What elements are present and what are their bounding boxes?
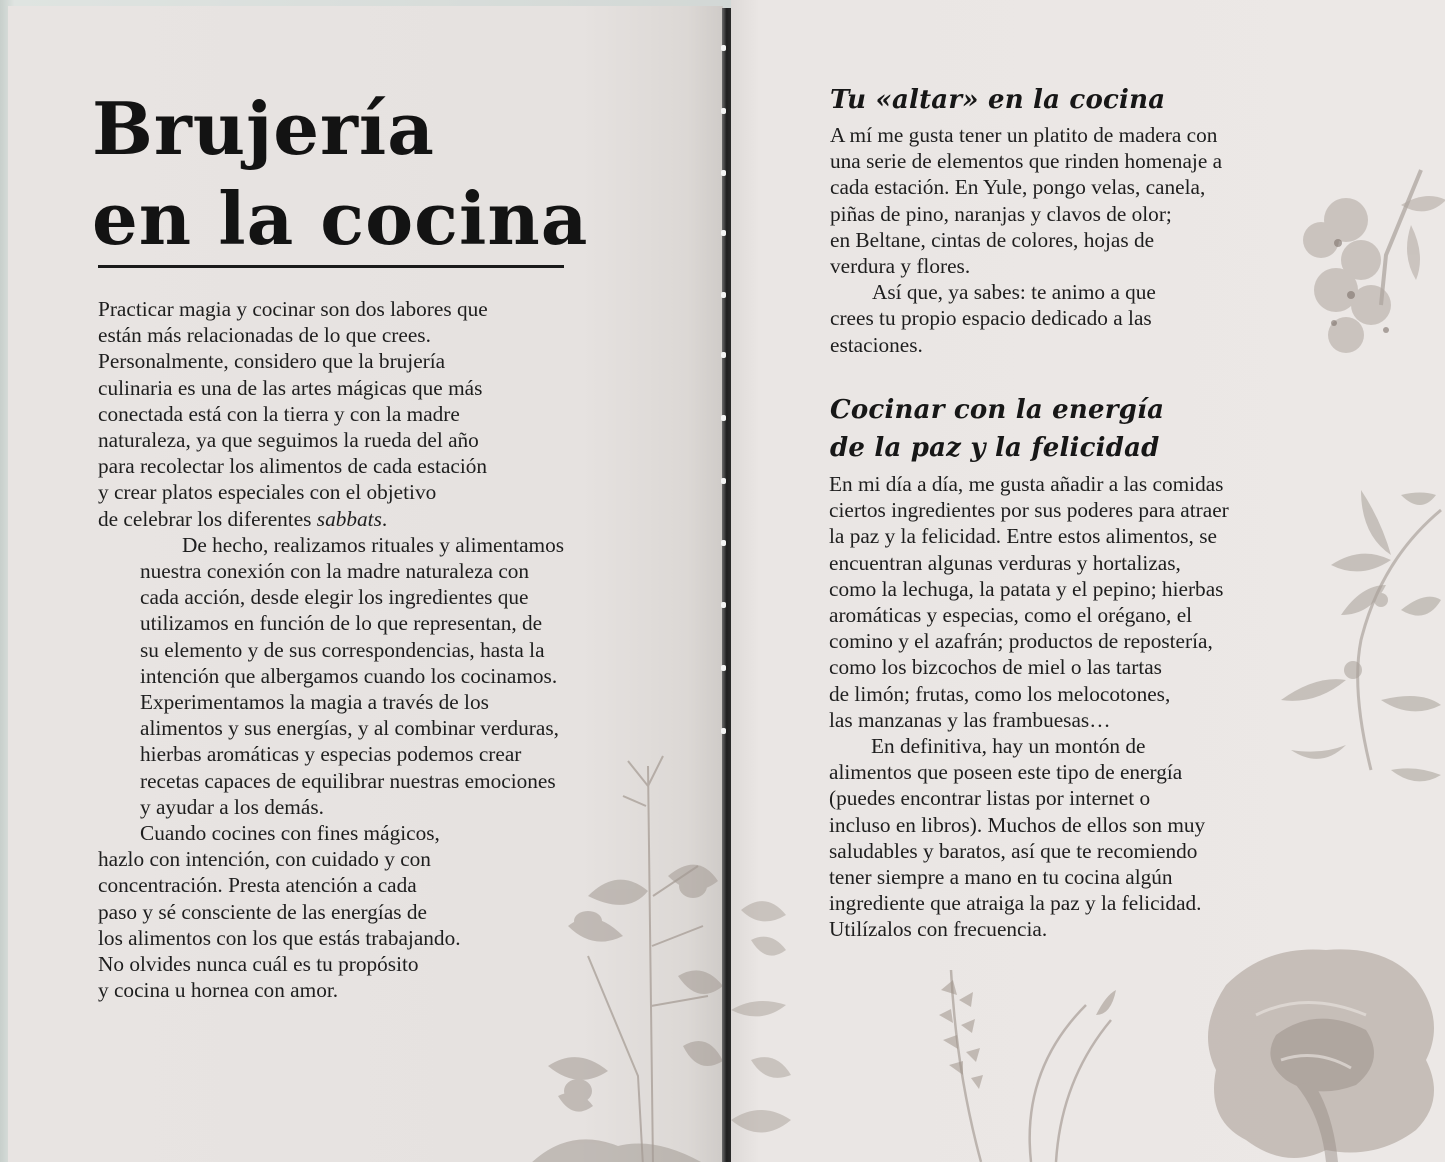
text-line: naturaleza, ya que seguimos la rueda del año: [98, 428, 479, 453]
text-line: En mi día a día, me gusta añadir a las comidas: [829, 472, 1224, 496]
text-line: Practicar magia y cocinar son dos labores que: [98, 297, 488, 321]
text-line: saludables y baratos, así que te recomiendo: [829, 838, 1198, 863]
text-line: aromáticas y especias, como el orégano, el: [829, 603, 1193, 628]
wheat-illustration: [911, 960, 1141, 1162]
text-line: como los bizcochos de miel o las tartas: [829, 655, 1162, 680]
chapter-title: [92, 84, 589, 264]
binding-stitch: [721, 45, 726, 51]
paragraph: [98, 296, 598, 532]
text-line: [98, 506, 598, 532]
text-line: como la lechuga, la patata y el pepino; hierbas: [829, 576, 1224, 601]
heading-line: de la paz y la felicidad: [830, 433, 1160, 463]
binding-stitch: [721, 728, 726, 734]
section-heading-energy: [830, 391, 1164, 467]
chapter-title-line1: Brujería: [92, 86, 435, 171]
binding-stitch: [721, 230, 726, 236]
text-line: culinaria es una de las artes mágicas que más: [98, 375, 483, 400]
text-line: Utilízalos con frecuencia.: [829, 917, 1048, 942]
text-line: estaciones.: [830, 332, 923, 357]
binding-stitch: [721, 478, 726, 484]
text-line: encuentran algunas verduras y hortalizas,: [829, 550, 1181, 575]
text-line: Experimentamos la magia a través de los: [140, 690, 489, 715]
text-line: de limón; frutas, como los melocotones,: [829, 681, 1171, 706]
text-line: hierbas aromáticas y especias podemos crear: [140, 742, 522, 767]
text-line: para recolectar los alimentos de cada estación: [98, 454, 488, 479]
binding-stitch: [721, 665, 726, 671]
altar-body-text: [830, 122, 1310, 358]
text-line: paso y sé consciente de las energías de: [98, 899, 427, 924]
paragraph: [98, 532, 598, 820]
text-line: están más relacionadas de lo que crees.: [98, 323, 431, 348]
paragraph: [829, 733, 1309, 943]
book-spine: [722, 8, 731, 1162]
text-line: en Beltane, cintas de colores, hojas de: [830, 227, 1155, 252]
text-line: crees tu propio espacio dedicado a las: [830, 306, 1152, 331]
text-line: su elemento y de sus correspondencias, hasta la: [140, 637, 545, 662]
binding-stitch: [721, 540, 726, 546]
text-line: ingrediente que atraiga la paz y la felicidad.: [829, 891, 1202, 916]
text-line: No olvides nunca cuál es tu propósito: [98, 952, 419, 977]
energy-body-text: [829, 471, 1309, 943]
text-fragment: .: [381, 506, 388, 531]
text-line: Cuando cocines con fines mágicos,: [140, 821, 440, 846]
heading-line: Cocinar con la energía: [830, 395, 1165, 425]
text-line: alimentos y sus energías, y al combinar verduras,: [140, 716, 559, 741]
binding-stitch: [721, 352, 726, 358]
text-line: nuestra conexión con la madre naturaleza con: [140, 559, 530, 584]
chapter-title-line2: en la cocina: [92, 176, 589, 261]
text-line: intención que albergamos cuando los cocinamos.: [140, 663, 558, 688]
text-line: recetas capaces de equilibrar nuestras emociones: [140, 768, 556, 793]
text-line: tener siempre a mano en tu cocina algún: [829, 865, 1173, 890]
rose-illustration: [1186, 935, 1445, 1162]
text-line: concentración. Presta atención a cada: [98, 873, 417, 898]
text-line: alimentos que poseen este tipo de energía: [829, 760, 1183, 785]
binding-stitch: [721, 415, 726, 421]
text-line: Así que, ya sabes: te animo a que: [872, 280, 1156, 305]
text-line: los alimentos con los que estás trabajando.: [98, 925, 461, 950]
section-heading-altar: Tu «altar» en la cocina: [830, 85, 1166, 115]
text-line: conectada está con la tierra y con la madre: [98, 401, 460, 426]
text-line: y crear platos especiales con el objetivo: [98, 480, 437, 505]
text-fragment: de celebrar los diferentes: [98, 506, 317, 531]
text-line: y ayudar a los demás.: [140, 794, 324, 819]
left-body-text: [98, 296, 598, 1003]
text-line: las manzanas y las frambuesas…: [829, 707, 1111, 732]
text-line: una serie de elementos que rinden homenaje a: [830, 149, 1223, 174]
text-line: verdura y flores.: [830, 254, 971, 279]
title-underline-rule: [98, 265, 564, 268]
text-line: utilizamos en función de lo que representan, de: [140, 611, 543, 636]
text-line: En definitiva, hay un montón de: [871, 734, 1146, 759]
binding-stitch: [721, 602, 726, 608]
text-line: cada acción, desde elegir los ingredientes que: [140, 585, 529, 610]
binding-stitch: [721, 170, 726, 176]
text-line: hazlo con intención, con cuidado y con: [98, 847, 431, 872]
text-line: Personalmente, considero que la brujería: [98, 349, 446, 374]
paragraph: [829, 471, 1309, 733]
text-line: A mí me gusta tener un platito de madera con: [830, 123, 1218, 147]
flowering-herb-illustration: [731, 880, 821, 1162]
binding-stitch: [721, 292, 726, 298]
paragraph: [830, 279, 1310, 358]
text-line: incluso en libros). Muchos de ellos son muy: [829, 812, 1206, 837]
text-line: (puedes encontrar listas por internet o: [829, 786, 1151, 811]
text-line: ciertos ingredientes por sus poderes para atraer: [829, 498, 1229, 523]
paragraph: [830, 122, 1310, 279]
text-line: piñas de pino, naranjas y clavos de olor;: [830, 201, 1172, 226]
text-line: De hecho, realizamos rituales y alimentamos: [182, 532, 565, 557]
paragraph: [98, 820, 598, 1003]
text-line: comino y el azafrán; productos de repostería,: [829, 629, 1213, 654]
text-line: la paz y la felicidad. Entre estos alimentos, se: [829, 524, 1217, 549]
text-line: y cocina u hornea con amor.: [98, 978, 339, 1003]
text-line: cada estación. En Yule, pongo velas, canela,: [830, 175, 1206, 200]
binding-stitch: [721, 108, 726, 114]
italic-term: sabbats: [316, 506, 382, 531]
